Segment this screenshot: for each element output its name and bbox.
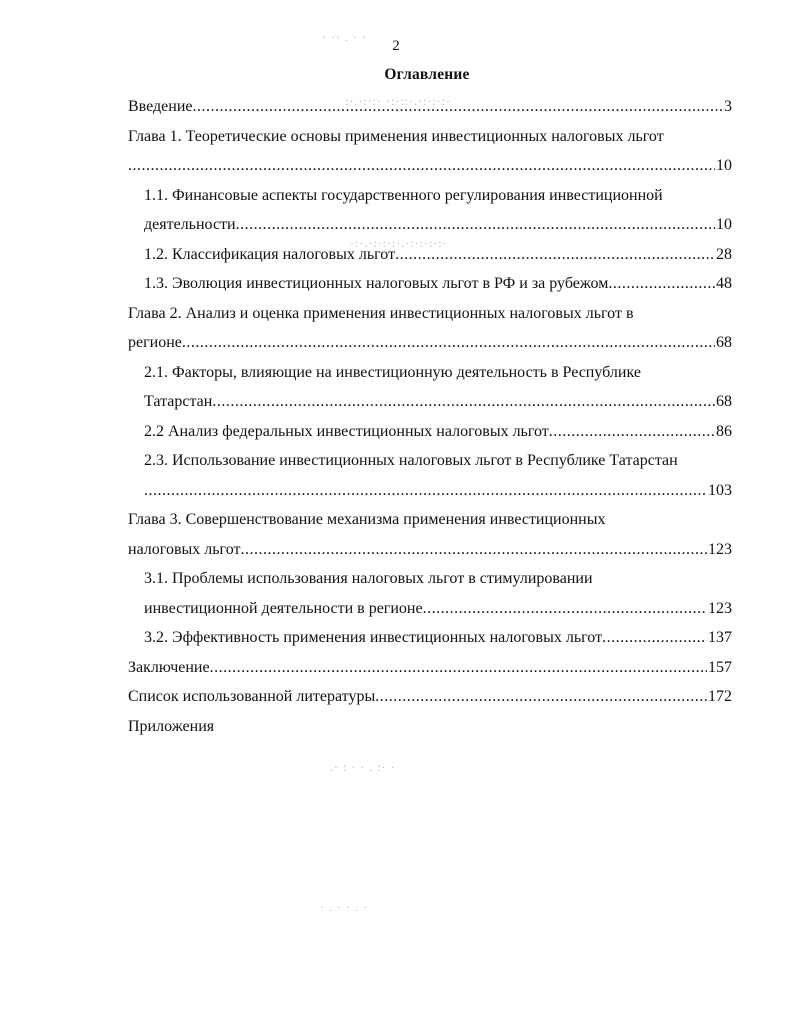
toc-entry-text: Список использованной литературы	[128, 688, 376, 705]
toc-chapter-line	[128, 712, 732, 742]
toc-chapter-line	[128, 682, 732, 712]
scan-noise: .· : · · . :· ·	[330, 760, 396, 774]
toc-chapter-line	[128, 653, 732, 683]
toc-leader-dots	[236, 210, 715, 240]
toc-entry-text: 1.1. Финансовые аспекты государственного регулирования инвестиционной	[144, 186, 663, 204]
toc-leader-dots	[210, 653, 707, 683]
toc-entry-text: Глава 1. Теоретические основы применения инвестиционных налоговых льгот	[128, 127, 664, 145]
page-number: 2	[392, 38, 400, 54]
toc-page-number: 10	[716, 216, 732, 233]
toc-chapter-line	[128, 535, 732, 565]
scan-noise: · ·· . · ·	[322, 30, 367, 44]
toc-entry-text: 2.3. Использование инвестиционных налоговых льгот в Республике Татарстан	[144, 452, 678, 469]
toc-entry-text: 3.1. Проблемы использования налоговых льгот в стимулировании	[144, 570, 593, 587]
toc-leader-dots	[182, 328, 715, 358]
toc-page-number: 172	[708, 688, 732, 705]
toc-entry-text: инвестиционной деятельности в регионе	[144, 599, 423, 617]
toc-page-number: 123	[708, 599, 732, 617]
toc-page-number: 28	[716, 245, 732, 263]
toc-page-number: 157	[708, 658, 732, 676]
toc-entry-text: Приложения	[128, 717, 215, 735]
toc-subsection-line	[128, 476, 732, 506]
toc-page-number: 123	[708, 540, 732, 558]
toc-entry-text: 3.2. Эффективность применения инвестиционных налоговых льгот	[144, 629, 603, 646]
toc-subsection-line	[128, 269, 732, 299]
toc-leader-dots	[240, 535, 707, 565]
toc-chapter-line	[128, 505, 732, 535]
toc-entry-text: Введение	[128, 98, 193, 115]
toc-entry-text: Глава 3. Совершенствование механизма применения инвестиционных	[128, 511, 606, 528]
toc-page-number: 10	[716, 157, 732, 174]
toc-subsection-line	[128, 594, 732, 624]
toc-page-number: 86	[716, 422, 732, 440]
toc-entry-text: 2.1. Факторы, влияющие на инвестиционную деятельность в Республике	[144, 363, 641, 381]
toc-leader-dots	[144, 476, 707, 506]
toc-leader-dots	[212, 387, 715, 417]
toc-subsection-line	[128, 358, 732, 388]
toc-chapter-line	[128, 151, 732, 181]
toc-leader-dots	[423, 594, 707, 624]
toc-subsection-line	[128, 623, 732, 653]
toc-entry-text: Глава 2. Анализ и оценка применения инвестиционных налоговых льгот в	[128, 304, 634, 322]
toc-page-number: 103	[708, 481, 732, 499]
scan-noise: · . · · . ·	[320, 900, 368, 914]
toc-page-number: 137	[708, 629, 732, 646]
table-of-contents	[128, 92, 732, 741]
toc-chapter-line	[128, 299, 732, 329]
toc-chapter-line	[128, 328, 732, 358]
toc-leader-dots	[549, 417, 715, 447]
toc-subsection-line	[128, 446, 732, 476]
toc-subsection-line	[128, 564, 732, 594]
toc-entry-text: 2.2 Анализ федеральных инвестиционных налоговых льгот	[144, 422, 549, 440]
toc-subsection-line	[128, 417, 732, 447]
toc-title: Оглавление	[384, 66, 470, 83]
toc-page-number: 68	[716, 393, 732, 410]
scan-noise: ·:·.·:·:·:·.·:·:·:·:·	[350, 236, 448, 250]
toc-leader-dots	[128, 151, 715, 181]
toc-page-number: 48	[716, 275, 732, 292]
toc-leader-dots	[193, 92, 724, 122]
scan-noise: :·.·:·:· ·:·::·.·:·:·:·	[345, 94, 451, 108]
toc-entry-text: регионе	[128, 334, 182, 351]
toc-entry-text: 1.3. Эволюция инвестиционных налоговых льгот в РФ и за рубежом	[144, 275, 609, 292]
toc-subsection-line	[128, 181, 732, 211]
toc-entry-text: Татарстан	[144, 393, 213, 410]
toc-entry-text: налоговых льгот	[128, 540, 241, 558]
toc-chapter-line	[128, 122, 732, 152]
toc-subsection-line	[128, 387, 732, 417]
toc-leader-dots	[602, 623, 707, 653]
toc-page-number: 68	[716, 334, 732, 351]
toc-leader-dots	[608, 269, 715, 299]
toc-entry-text: деятельности	[144, 216, 236, 233]
toc-page-number: 3	[724, 98, 732, 115]
toc-entry-text: Заключение	[128, 658, 210, 676]
toc-leader-dots	[375, 682, 707, 712]
toc-entry-text: 1.2. Классификация налоговых льгот	[144, 245, 396, 263]
